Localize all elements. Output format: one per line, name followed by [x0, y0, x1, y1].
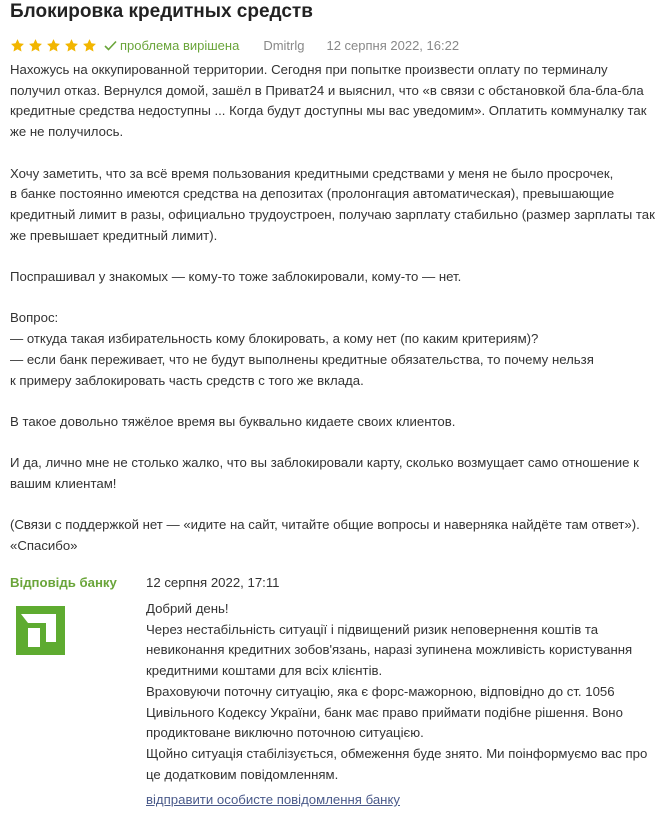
review-paragraph: (Связи с поддержкой нет — «идите на сайт, читайте общие вопросы и наверняка найдёте там ответ»). «Спасибо»: [10, 517, 640, 554]
review-title: Блокировка кредитных средств: [10, 1, 313, 22]
review-paragraph: Хочу заметить, что за всё время пользования кредитными средствами у меня не было просрочек, в банке постоянно имеются средства на депозитах (пролонгация автоматическая), превышающие кредитный лимит в разы, официально трудоустроен, получаю зарплату стабильно (размер зарплаты так же превышает кредитный лимит).: [10, 165, 655, 243]
bank-reply-label: Відповідь банку: [10, 575, 117, 590]
bank-reply-body: [146, 599, 656, 785]
review-paragraph: Нахожусь на оккупированной территории. Сегодня при попытке произвести оплату по терминалу получил отказ. Вернулся домой, зашёл в Приват24 и выяснил, что «в связи с обстановкой бла-бла-бла кредитные средства недоступны ... Когда будут доступны мы вас уведомим». Оплатить коммуналку так же не получилось.: [10, 62, 647, 140]
bank-reply-greeting: Добрий день!: [146, 601, 229, 616]
review-paragraph: И да, лично мне не столько жалко, что вы заблокировали карту, сколько возмущает само отношение к вашим клиентам!: [10, 455, 639, 491]
bank-logo: [16, 606, 65, 655]
review-paragraph: Поспрашивал у знакомых — кому-то тоже заблокировали, кому-то — нет.: [10, 269, 462, 284]
checkmark-icon: [104, 40, 117, 51]
star-icon: [82, 38, 97, 53]
star-icon: [28, 38, 43, 53]
review-paragraph: Вопрос: — откуда такая избирательность кому блокировать, а кому нет (по каким критериям)? — если банк переживает, что не будут выполнены кредитные обязательства, то почему нельзя к примеру заблокировать часть средств с того же вклада.: [10, 310, 594, 388]
review-body: [10, 60, 655, 577]
bank-reply-paragraph: Через нестабільність ситуації і підвищений ризик неповернення коштів та невиконання кредитних зобов'язань, наразі зупинена можливість користування кредитними коштами для всіх клієнтів.: [146, 621, 633, 679]
status-badge: [104, 38, 239, 53]
bank-reply-paragraph: Враховуючи поточну ситуацію, яка є форс-мажорною, відповідно до ст. 1056 Цивільного Кодексу України, банк має право приймати подібне рішення. Воно продиктоване виключно поточною ситуацією.: [146, 683, 623, 741]
bank-reply-date: 12 серпня 2022, 17:11: [146, 575, 280, 590]
star-icon: [64, 38, 79, 53]
star-icon: [46, 38, 61, 53]
review-date: 12 серпня 2022, 16:22: [326, 37, 460, 53]
rating-stars: [10, 38, 97, 53]
privatbank-logo-icon: [16, 606, 65, 655]
bank-reply-paragraph: Щойно ситуація стабілізується, обмеження буде знято. Ми поінформуємо вас про це додатковим повідомленням.: [146, 745, 648, 782]
review-meta: [10, 36, 459, 54]
status-label: проблема вирішена: [120, 37, 240, 53]
star-icon: [10, 38, 25, 53]
review-author: Dmitrlg: [263, 37, 305, 53]
send-private-message-link[interactable]: відправити особисте повідомлення банку: [146, 792, 400, 807]
review-paragraph: В такое довольно тяжёлое время вы буквально кидаете своих клиентов.: [10, 413, 456, 429]
